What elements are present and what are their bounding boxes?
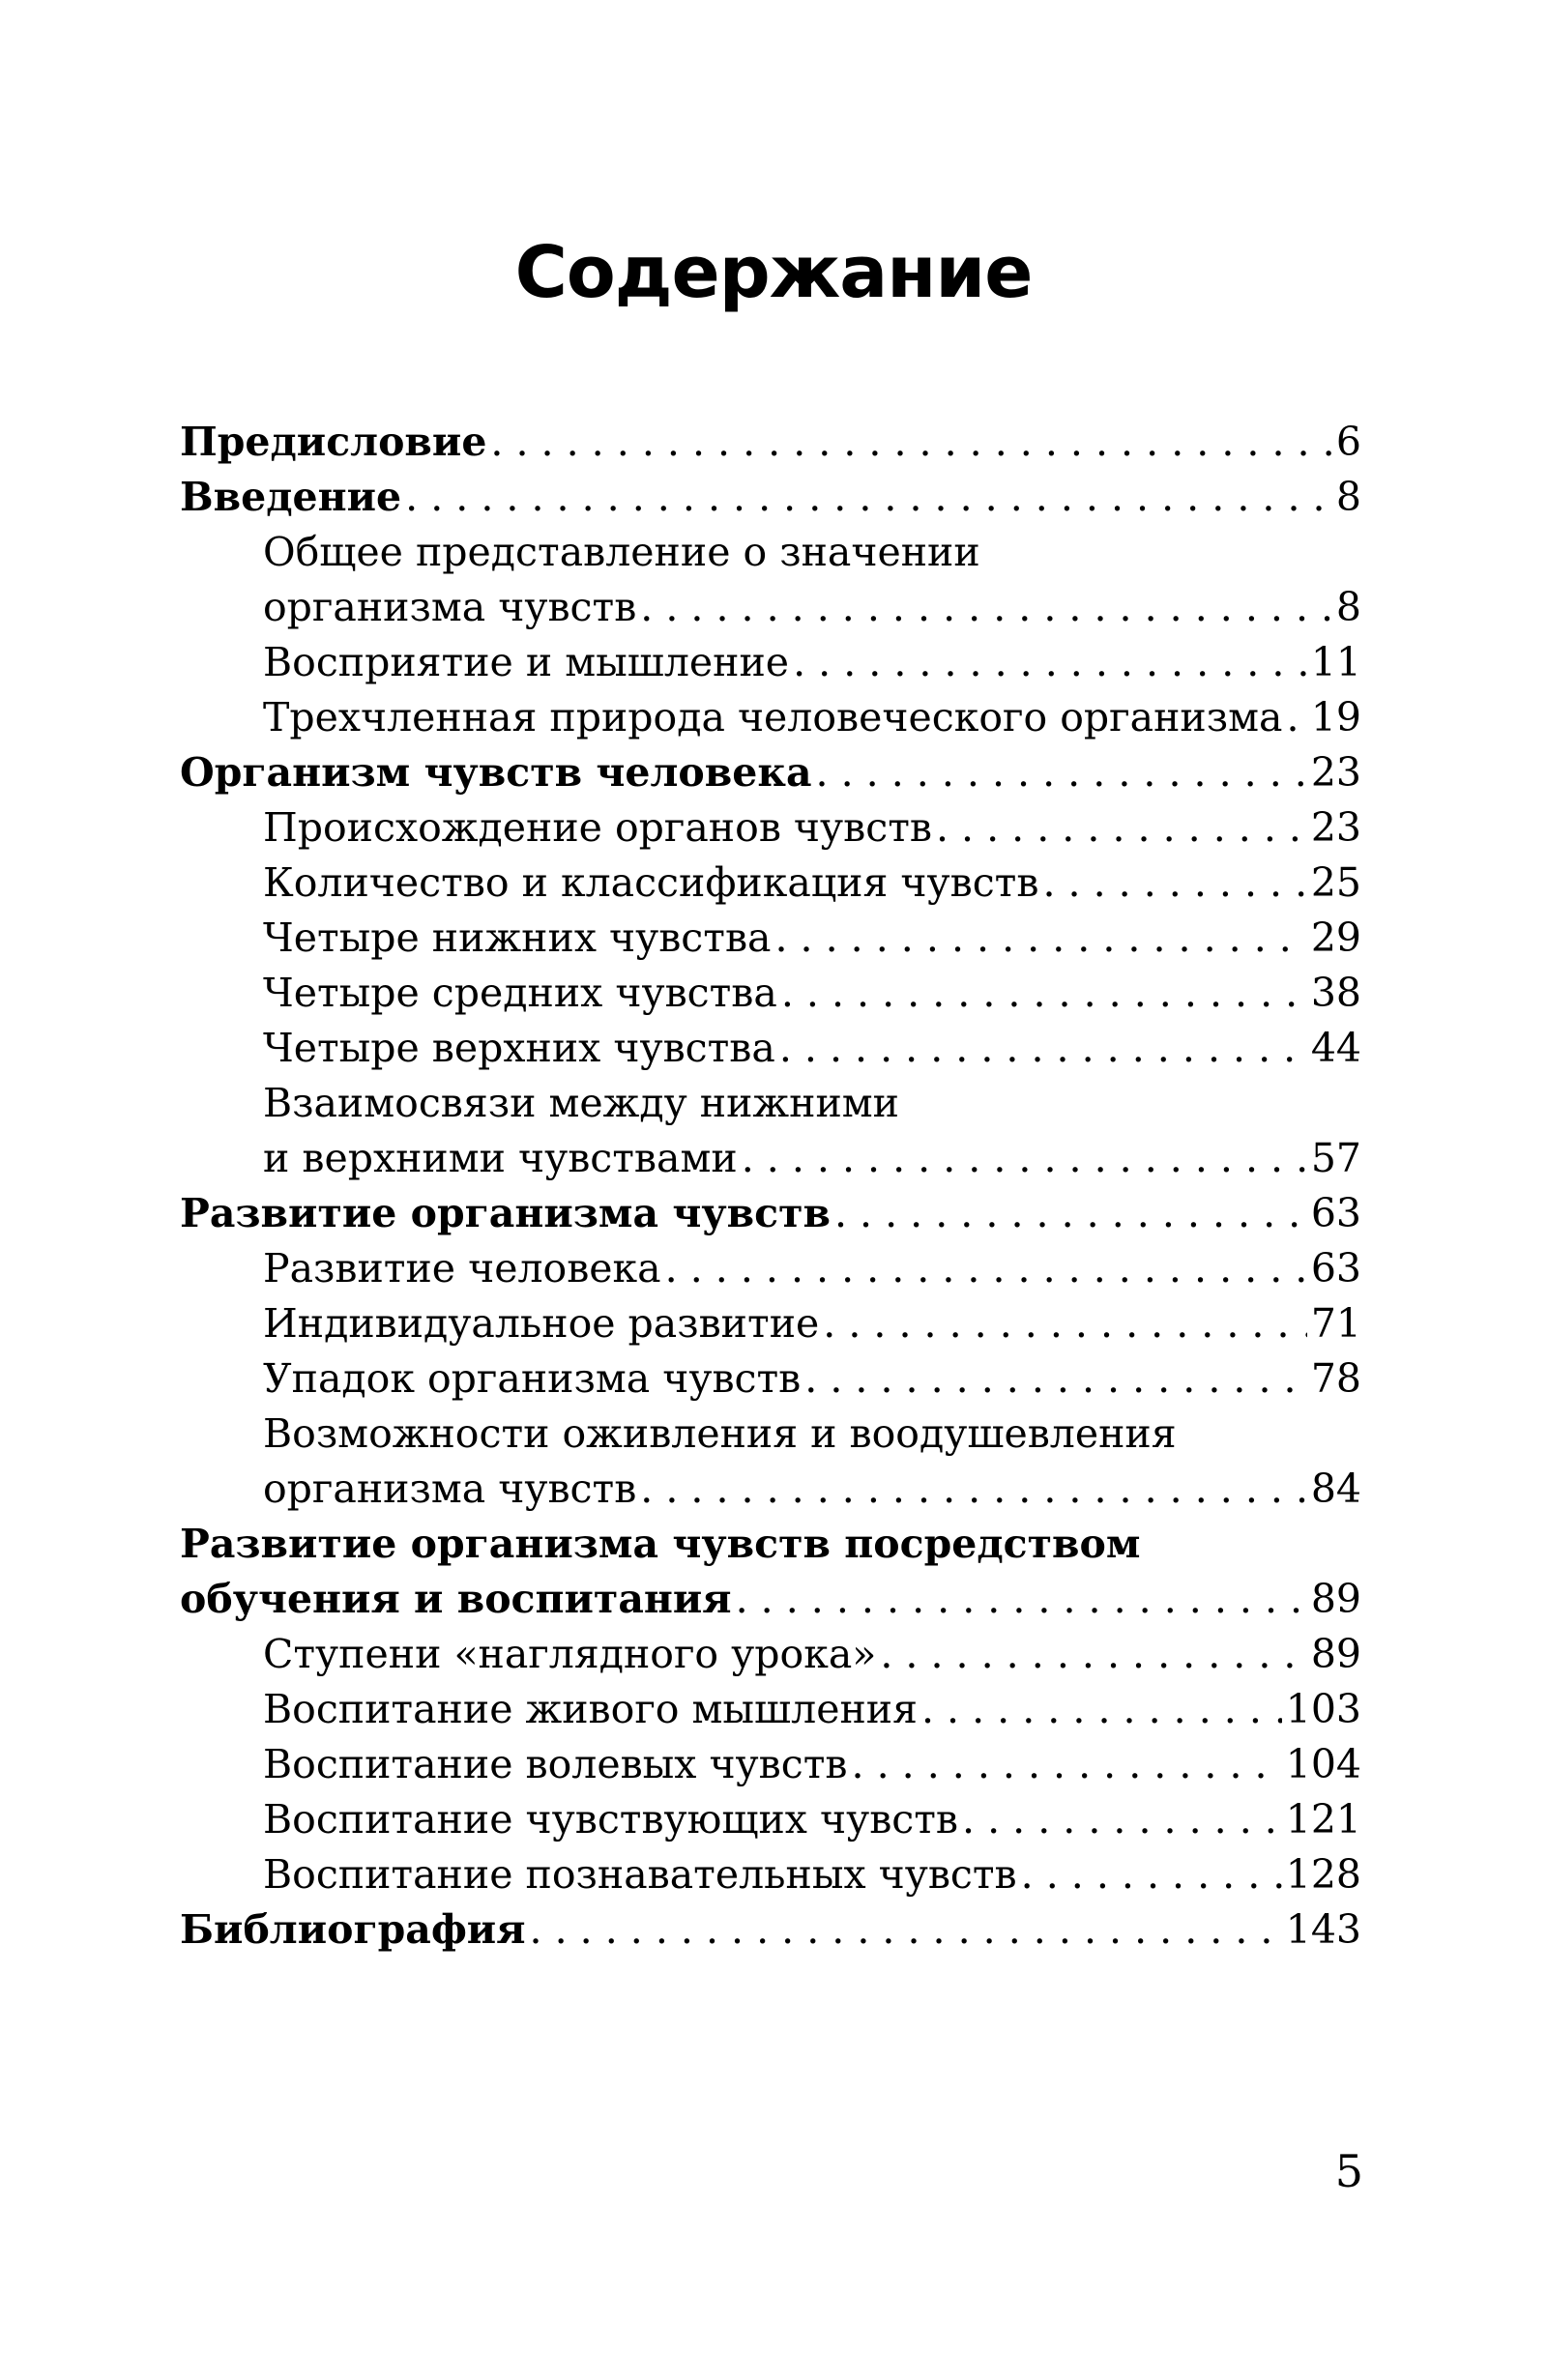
toc-leader-dots (962, 1792, 1282, 1847)
toc-entry-continued-line (180, 1407, 1361, 1462)
toc-entry (180, 635, 1361, 690)
toc-entry-page: 6 (1335, 419, 1361, 465)
toc-entry (180, 1186, 1361, 1241)
toc-entry-title: и верхними чувствами (263, 1135, 738, 1181)
table-of-contents (180, 415, 1361, 1958)
toc-entry-title: Четыре нижних чувства (263, 914, 772, 961)
toc-leader-dots (640, 580, 1332, 635)
toc-entry-title: Количество и классификация чувств (263, 859, 1039, 906)
toc-entry-page: 71 (1310, 1300, 1361, 1347)
toc-leader-dots (852, 1737, 1282, 1792)
toc-entry-title: Индивидуальное развитие (263, 1300, 820, 1347)
toc-entry-title: Предисловие (180, 419, 487, 465)
toc-entry-title: Воспитание познавательных чувств (263, 1851, 1017, 1898)
toc-leader-dots (405, 470, 1332, 525)
toc-entry (180, 690, 1361, 745)
toc-leader-dots (1042, 856, 1306, 911)
toc-entry-title: Четыре средних чувства (263, 970, 777, 1016)
toc-entry-page: 19 (1310, 694, 1361, 740)
toc-leader-dots (1021, 1847, 1282, 1902)
toc-entry-title: Развитие организма чувств (180, 1190, 831, 1236)
toc-entry-page: 103 (1285, 1686, 1361, 1732)
toc-entry-page: 38 (1310, 970, 1361, 1016)
toc-entry (180, 580, 1361, 635)
toc-entry-title: Трехчленная природа человеческого организма (263, 694, 1283, 740)
toc-entry-continued-line (180, 525, 1361, 580)
toc-leader-dots (742, 1131, 1307, 1186)
toc-entry (180, 415, 1361, 470)
toc-entry (180, 1792, 1361, 1847)
toc-entry-title: Библиография (180, 1906, 526, 1953)
toc-leader-dots (921, 1682, 1282, 1737)
toc-leader-dots (834, 1186, 1307, 1241)
toc-entry (180, 1737, 1361, 1792)
toc-entry-title: Упадок организма чувств (263, 1355, 802, 1402)
toc-entry (180, 966, 1361, 1021)
toc-entry-title: организма чувств (263, 1466, 637, 1512)
toc-leader-dots (736, 1572, 1307, 1627)
toc-entry-title: Организм чувств человека (180, 749, 812, 796)
toc-entry-page: 89 (1310, 1576, 1361, 1622)
toc-entry-page: 25 (1310, 859, 1361, 906)
toc-entry (180, 1847, 1361, 1902)
toc-entry-page: 104 (1285, 1741, 1361, 1787)
toc-entry-title: Ступени «наглядного урока» (263, 1631, 877, 1677)
toc-entry-title: Восприятие и мышление (263, 639, 790, 685)
page-number: 5 (1334, 2145, 1363, 2197)
toc-entry (180, 800, 1361, 856)
toc-entry-title-line1: Взаимосвязи между нижними (263, 1080, 899, 1126)
toc-entry-page: 84 (1310, 1466, 1361, 1512)
toc-entry-page: 44 (1310, 1025, 1361, 1071)
toc-entry-title: организма чувств (263, 584, 637, 630)
toc-entry (180, 1462, 1361, 1517)
toc-entry-title: Развитие человека (263, 1245, 661, 1292)
toc-entry (180, 1296, 1361, 1351)
toc-entry (180, 1351, 1361, 1407)
toc-entry (180, 1682, 1361, 1737)
toc-leader-dots (936, 800, 1307, 856)
toc-entry-title-line1: Общее представление о значении (263, 529, 980, 575)
toc-entry-continued-line (180, 1517, 1361, 1572)
toc-entry-page: 29 (1310, 914, 1361, 961)
toc-entry (180, 1627, 1361, 1682)
toc-leader-dots (530, 1902, 1282, 1958)
toc-entry (180, 911, 1361, 966)
toc-entry (180, 856, 1361, 911)
toc-entry (180, 1131, 1361, 1186)
toc-leader-dots (816, 745, 1307, 800)
toc-entry-page: 63 (1310, 1245, 1361, 1292)
toc-entry-page: 57 (1310, 1135, 1361, 1181)
toc-leader-dots (781, 966, 1307, 1021)
toc-entry-title: Введение (180, 474, 402, 520)
toc-entry-page: 63 (1310, 1190, 1361, 1236)
toc-entry-title: Происхождение органов чувств (263, 804, 932, 851)
toc-entry-page: 11 (1310, 639, 1361, 685)
toc-leader-dots (665, 1241, 1307, 1296)
toc-entry-page: 89 (1310, 1631, 1361, 1677)
toc-entry-title-line1: Развитие организма чувств посредством (180, 1521, 1141, 1567)
toc-entry-title: обучения и воспитания (180, 1576, 732, 1622)
toc-entry-page: 78 (1310, 1355, 1361, 1402)
toc-entry-page: 8 (1335, 584, 1361, 630)
toc-leader-dots (640, 1462, 1307, 1517)
toc-entry (180, 470, 1361, 525)
toc-entry-page: 8 (1335, 474, 1361, 520)
toc-leader-dots (774, 911, 1306, 966)
toc-entry (180, 1572, 1361, 1627)
toc-leader-dots (779, 1021, 1307, 1076)
toc-entry-page: 23 (1310, 804, 1361, 851)
toc-entry (180, 1241, 1361, 1296)
page-title: Содержание (514, 231, 1033, 314)
toc-leader-dots (1286, 690, 1306, 745)
toc-entry (180, 1021, 1361, 1076)
toc-entry (180, 1902, 1361, 1958)
toc-entry-title: Воспитание чувствующих чувств (263, 1796, 959, 1843)
toc-entry-page: 143 (1285, 1906, 1361, 1953)
toc-entry-continued-line (180, 1076, 1361, 1131)
toc-leader-dots (804, 1351, 1307, 1407)
toc-leader-dots (490, 415, 1331, 470)
toc-leader-dots (823, 1296, 1307, 1351)
toc-entry-page: 128 (1285, 1851, 1361, 1898)
toc-entry-title-line1: Возможности оживления и воодушевления (263, 1410, 1177, 1457)
toc-entry-title: Воспитание живого мышления (263, 1686, 918, 1732)
toc-entry-page: 23 (1310, 749, 1361, 796)
toc-leader-dots (793, 635, 1307, 690)
toc-entry (180, 745, 1361, 800)
toc-leader-dots (880, 1627, 1306, 1682)
toc-entry-title: Воспитание волевых чувств (263, 1741, 848, 1787)
toc-entry-page: 121 (1285, 1796, 1361, 1843)
toc-entry-title: Четыре верхних чувства (263, 1025, 775, 1071)
